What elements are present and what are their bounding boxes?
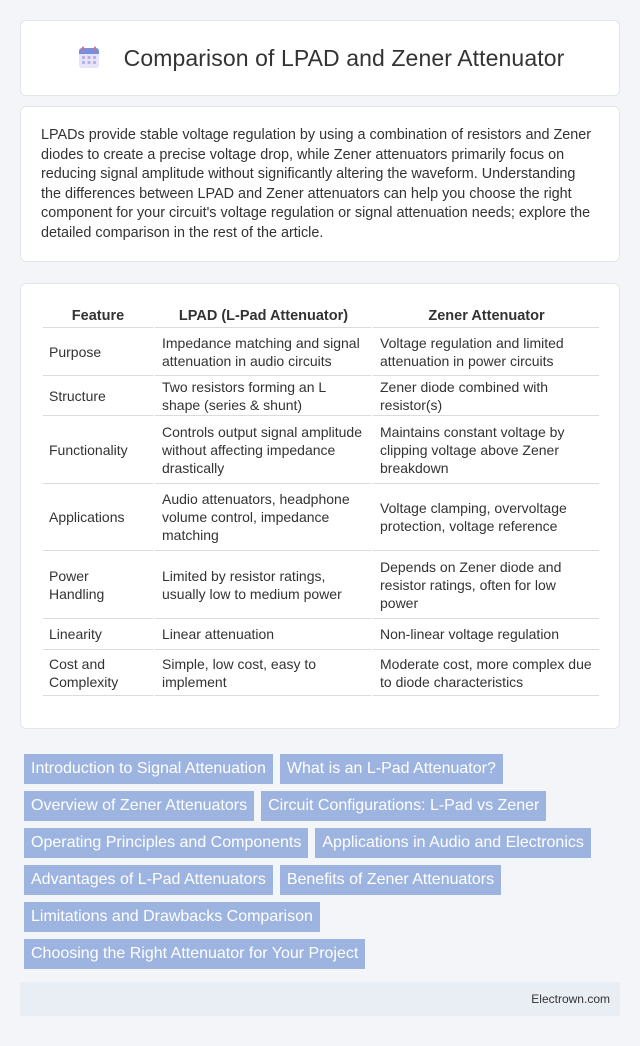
table-row: [43, 416, 599, 484]
tag-link[interactable]: Overview of Zener Attenuators: [24, 791, 254, 821]
lpad-cell: Impedance matching and signal attenuation in audio circuits: [153, 328, 371, 376]
zener-cell: Voltage regulation and limited attenuation in power circuits: [371, 328, 599, 376]
tag-link[interactable]: Benefits of Zener Attenuators: [280, 865, 501, 895]
intro-paragraph: LPADs provide stable voltage regulation by using a combination of resistors and Zener diodes to create a precise voltage drop, while Zener attenuators primarily focus on reducing signal amplitude without significantly altering the waveform. Understanding the differences between LPAD and Zener attenuators can help you choose the right component for your circuit's voltage regulation or signal attenuation needs; explore the detailed comparison in the rest of the article.: [41, 127, 592, 241]
feature-cell: Cost and Complexity: [43, 650, 153, 696]
calendar-grid-icon: [76, 45, 102, 71]
table-row: [43, 650, 599, 696]
lpad-cell: Audio attenuators, headphone volume control, impedance matching: [153, 484, 371, 551]
tag-link[interactable]: Operating Principles and Components: [24, 828, 308, 858]
comparison-table: [43, 304, 599, 696]
feature-cell: Linearity: [43, 619, 153, 650]
feature-cell: Power Handling: [43, 551, 153, 619]
feature-cell: Applications: [43, 484, 153, 551]
lpad-cell: Two resistors forming an L shape (series & shunt): [153, 376, 371, 416]
table-row: [43, 551, 599, 619]
zener-cell: Depends on Zener diode and resistor ratings, often for low power: [371, 551, 599, 619]
lpad-cell: Linear attenuation: [153, 619, 371, 650]
footer-brand: Electrown.com: [531, 992, 610, 1006]
feature-cell: Purpose: [43, 328, 153, 376]
zener-cell: Moderate cost, more complex due to diode characteristics: [371, 650, 599, 696]
header-zener: Zener Attenuator: [371, 304, 599, 328]
lpad-cell: Limited by resistor ratings, usually low to medium power: [153, 551, 371, 619]
intro-card: [20, 106, 620, 262]
header-feature: Feature: [43, 304, 153, 328]
tag-link[interactable]: Introduction to Signal Attenuation: [24, 754, 273, 784]
tag-link[interactable]: Choosing the Right Attenuator for Your Project: [24, 939, 365, 969]
tag-link[interactable]: Advantages of L-Pad Attenuators: [24, 865, 273, 895]
tag-link[interactable]: Circuit Configurations: L-Pad vs Zener: [261, 791, 546, 821]
lpad-cell: Simple, low cost, easy to implement: [153, 650, 371, 696]
feature-cell: Structure: [43, 376, 153, 416]
tag-link[interactable]: Applications in Audio and Electronics: [315, 828, 591, 858]
footer: [20, 982, 620, 1016]
tag-link[interactable]: What is an L-Pad Attenuator?: [280, 754, 503, 784]
topic-tags: [24, 754, 604, 976]
zener-cell: Voltage clamping, overvoltage protection, voltage reference: [371, 484, 599, 551]
tag-link[interactable]: Limitations and Drawbacks Comparison: [24, 902, 320, 932]
table-row: [43, 376, 599, 416]
zener-cell: Maintains constant voltage by clipping voltage above Zener breakdown: [371, 416, 599, 484]
table-header-row: [43, 304, 599, 328]
lpad-cell: Controls output signal amplitude without affecting impedance drastically: [153, 416, 371, 484]
table-row: [43, 328, 599, 376]
feature-cell: Functionality: [43, 416, 153, 484]
table-row: [43, 619, 599, 650]
page-title: Comparison of LPAD and Zener Attenuator: [123, 44, 565, 71]
zener-cell: Zener diode combined with resistor(s): [371, 376, 599, 416]
header-card: [20, 20, 620, 96]
table-row: [43, 484, 599, 551]
zener-cell: Non-linear voltage regulation: [371, 619, 599, 650]
header-lpad: LPAD (L-Pad Attenuator): [153, 304, 371, 328]
comparison-table-card: [20, 283, 620, 729]
